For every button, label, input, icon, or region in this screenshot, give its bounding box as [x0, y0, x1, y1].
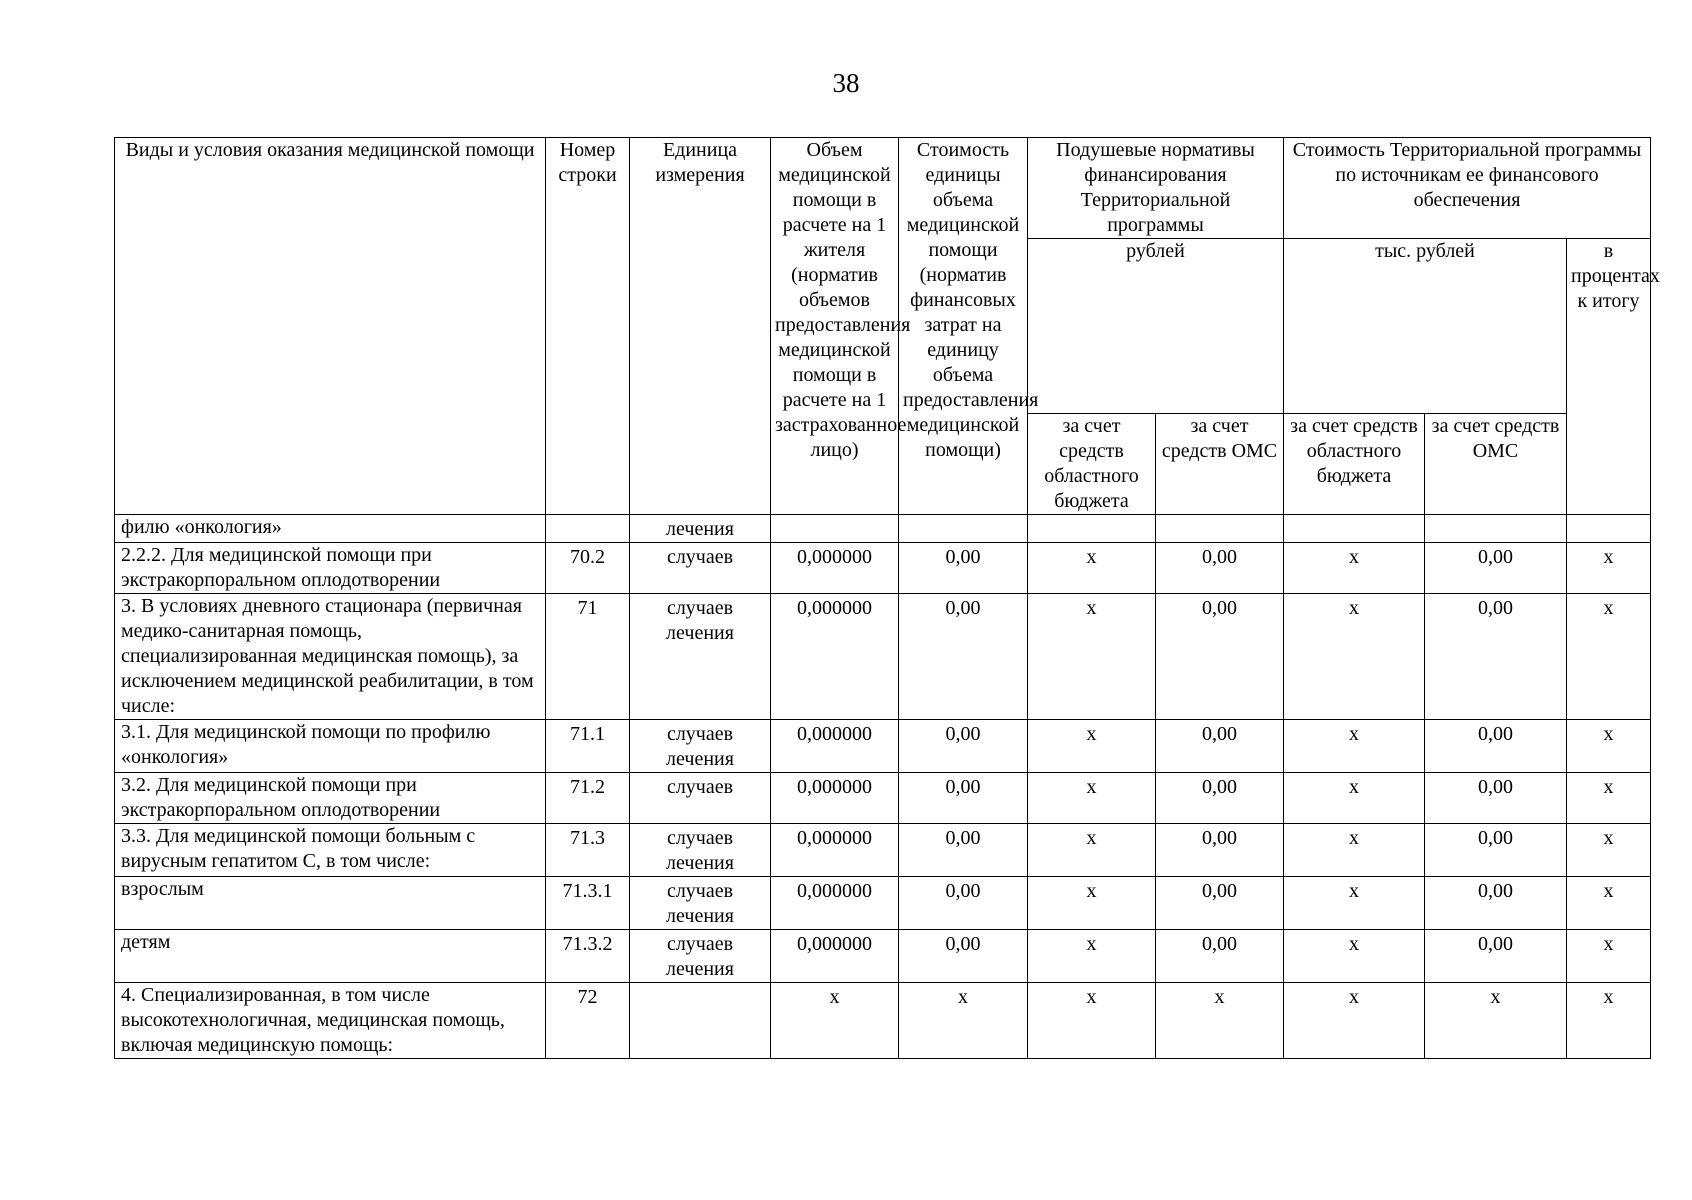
cell-cost: 0,00: [899, 720, 1028, 773]
cell-unit: случаев лечения: [630, 720, 771, 773]
cell-per-capita-oms: 0,00: [1156, 824, 1284, 877]
table-row: [115, 930, 1651, 983]
cell-cost: 0,00: [899, 543, 1028, 594]
header-per-capita-unit: рублей: [1028, 239, 1284, 414]
header-unit: Единица измерения: [630, 138, 771, 515]
cell-cost: 0,00: [899, 773, 1028, 824]
cell-program-oms: 0,00: [1425, 543, 1567, 594]
cell-kind: детям: [115, 930, 546, 983]
cell-percent: х: [1567, 983, 1651, 1059]
cell-program-budget: х: [1284, 983, 1425, 1059]
cell-volume: 0,000000: [771, 930, 899, 983]
cell-volume: 0,000000: [771, 720, 899, 773]
cell-cost: 0,00: [899, 877, 1028, 930]
cell-unit: случаев лечения: [630, 930, 771, 983]
table-row: [115, 515, 1651, 543]
cell-per-capita-oms: 0,00: [1156, 930, 1284, 983]
table-row: [115, 773, 1651, 824]
header-percent: в процентах к итогу: [1567, 239, 1651, 515]
cell-percent: х: [1567, 773, 1651, 824]
cell-per-capita-oms: 0,00: [1156, 877, 1284, 930]
cell-kind: 3.2. Для медицинской помощи при экстракорпоральном оплодотворении: [115, 773, 546, 824]
cell-program-budget: х: [1284, 543, 1425, 594]
cell-cost: х: [899, 983, 1028, 1059]
cell-kind: 3.3. Для медицинской помощи больным с вирусным гепатитом С, в том числе:: [115, 824, 546, 877]
cell-program-budget: х: [1284, 877, 1425, 930]
cell-volume: [771, 515, 899, 543]
cell-per-capita-oms: 0,00: [1156, 773, 1284, 824]
cell-percent: х: [1567, 594, 1651, 720]
cell-unit: случаев лечения: [630, 824, 771, 877]
header-kind: Виды и условия оказания медицинской помощи: [115, 138, 546, 515]
cell-program-budget: х: [1284, 824, 1425, 877]
cell-row-number: 72: [546, 983, 630, 1059]
cell-unit: случаев лечения: [630, 877, 771, 930]
cell-program-budget: х: [1284, 720, 1425, 773]
cell-kind: 2.2.2. Для медицинской помощи при экстракорпоральном оплодотворении: [115, 543, 546, 594]
cell-program-budget: х: [1284, 773, 1425, 824]
cell-kind: 3.1. Для медицинской помощи по профилю «онкология»: [115, 720, 546, 773]
cell-volume: х: [771, 983, 899, 1059]
cell-program-oms: х: [1425, 983, 1567, 1059]
cell-per-capita-budget: х: [1028, 930, 1156, 983]
header-volume: Объем медицинской помощи в расчете на 1 жителя (норматив объемов предоставления медицинской помощи в расчете на 1 застрахованное лицо): [771, 138, 899, 515]
cell-row-number: 70.2: [546, 543, 630, 594]
cell-per-capita-budget: х: [1028, 877, 1156, 930]
cell-unit: лечения: [630, 515, 771, 543]
cell-row-number: 71: [546, 594, 630, 720]
cell-row-number: [546, 515, 630, 543]
cell-unit: случаев: [630, 543, 771, 594]
table-row: [115, 877, 1651, 930]
header-program-budget: за счет средств областного бюджета: [1284, 414, 1425, 515]
cell-row-number: 71.3.1: [546, 877, 630, 930]
cell-volume: 0,000000: [771, 824, 899, 877]
cell-cost: 0,00: [899, 594, 1028, 720]
cell-program-budget: х: [1284, 930, 1425, 983]
cell-per-capita-budget: х: [1028, 824, 1156, 877]
cell-unit: случаев: [630, 773, 771, 824]
cell-program-oms: 0,00: [1425, 594, 1567, 720]
cell-per-capita-budget: х: [1028, 543, 1156, 594]
cell-percent: х: [1567, 877, 1651, 930]
table-row: [115, 543, 1651, 594]
cell-volume: 0,000000: [771, 773, 899, 824]
cell-program-oms: 0,00: [1425, 877, 1567, 930]
cell-per-capita-oms: 0,00: [1156, 720, 1284, 773]
cell-per-capita-budget: х: [1028, 773, 1156, 824]
cell-row-number: 71.3.2: [546, 930, 630, 983]
cell-kind: взрослым: [115, 877, 546, 930]
cell-kind: 4. Специализированная, в том числе высокотехнологичная, медицинская помощь, включая медицинскую помощь:: [115, 983, 546, 1059]
cell-volume: 0,000000: [771, 877, 899, 930]
cell-percent: х: [1567, 720, 1651, 773]
cell-per-capita-budget: х: [1028, 983, 1156, 1059]
cell-kind: 3. В условиях дневного стационара (первичная медико-санитарная помощь, специализированная медицинская помощь), за исключением медицинской реабилитации, в том числе:: [115, 594, 546, 720]
cell-row-number: 71.2: [546, 773, 630, 824]
cell-program-oms: 0,00: [1425, 824, 1567, 877]
cell-percent: х: [1567, 824, 1651, 877]
cell-program-budget: [1284, 515, 1425, 543]
cell-percent: [1567, 515, 1651, 543]
cell-cost: 0,00: [899, 824, 1028, 877]
header-row-number: Номер строки: [546, 138, 630, 515]
cell-per-capita-oms: х: [1156, 983, 1284, 1059]
cell-row-number: 71.3: [546, 824, 630, 877]
page-number: 38: [832, 68, 860, 98]
cell-program-oms: 0,00: [1425, 930, 1567, 983]
table-row: [115, 594, 1651, 720]
header-per-capita-budget: за счет средств областного бюджета: [1028, 414, 1156, 515]
cell-per-capita-budget: [1028, 515, 1156, 543]
header-per-capita: Подушевые нормативы финансирования Территориальной программы: [1028, 138, 1284, 239]
cell-program-budget: х: [1284, 594, 1425, 720]
cell-unit: [630, 983, 771, 1059]
cell-percent: х: [1567, 543, 1651, 594]
cell-row-number: 71.1: [546, 720, 630, 773]
cell-program-oms: 0,00: [1425, 720, 1567, 773]
header-cost: Стоимость единицы объема медицинской помощи (норматив финансовых затрат на единицу объема предоставления медицинской помощи): [899, 138, 1028, 515]
table-row: [115, 824, 1651, 877]
cell-per-capita-oms: 0,00: [1156, 543, 1284, 594]
cell-per-capita-oms: 0,00: [1156, 594, 1284, 720]
header-program-cost: Стоимость Территориальной программы по источникам ее финансового обеспечения: [1284, 138, 1651, 239]
cell-per-capita-oms: [1156, 515, 1284, 543]
cell-kind: филю «онкология»: [115, 515, 546, 543]
cell-volume: 0,000000: [771, 543, 899, 594]
cell-cost: [899, 515, 1028, 543]
cell-program-oms: 0,00: [1425, 773, 1567, 824]
cell-unit: случаев лечения: [630, 594, 771, 720]
table-row: [115, 983, 1651, 1059]
table-row: [115, 720, 1651, 773]
cell-percent: х: [1567, 930, 1651, 983]
cell-per-capita-budget: х: [1028, 720, 1156, 773]
header-per-capita-oms: за счет средств ОМС: [1156, 414, 1284, 515]
header-program-cost-unit: тыс. рублей: [1284, 239, 1567, 414]
cell-program-oms: [1425, 515, 1567, 543]
header-program-oms: за счет средств ОМС: [1425, 414, 1567, 515]
medical-care-table: [114, 137, 1660, 1059]
cell-per-capita-budget: х: [1028, 594, 1156, 720]
cell-cost: 0,00: [899, 930, 1028, 983]
cell-volume: 0,000000: [771, 594, 899, 720]
